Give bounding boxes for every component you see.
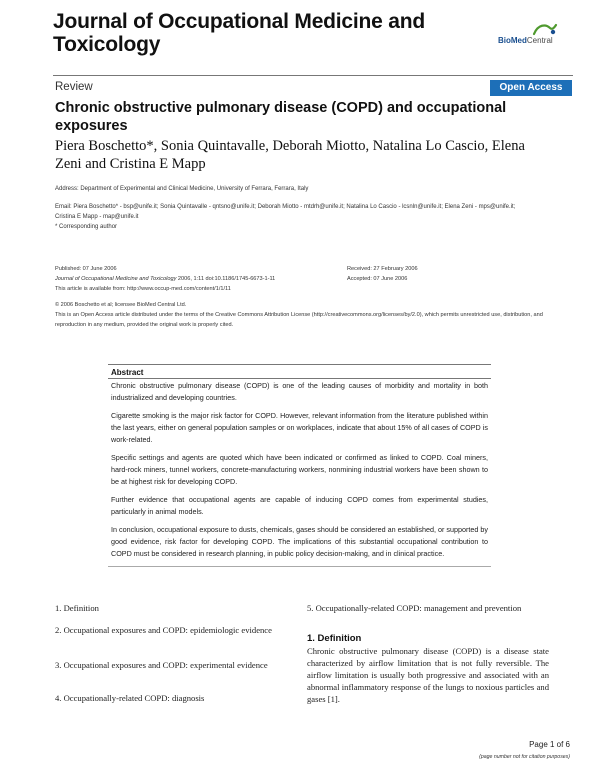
license-text: This is an Open Access article distributed under the terms of the Creative Commons Attribution License (http://creativecommons.org/licenses/by/2.0), which permits unrestricted use, distribution, and reproduction in any medium, provided the original work is properly cited. — [55, 312, 543, 328]
author-address: Address: Department of Experimental and Clinical Medicine, University of Ferrara, Ferrara, Italy — [55, 186, 309, 192]
biomed-logo-icon — [532, 22, 558, 36]
biomed-central-logo[interactable] — [498, 22, 570, 54]
toc-item-diagnosis[interactable]: 4. Occupationally-related COPD: diagnosis — [55, 693, 205, 703]
corresponding-author-note: * Corresponding author — [55, 224, 118, 230]
page-number: Page 1 of 6 — [529, 740, 570, 749]
author-emails: Email: Piera Boschetto* - bsp@unife.it; Sonia Quintavalle - qntsno@unife.it; Deborah Miotto - mtdrh@unife.it; Natalina Lo Cascio - lcsnln@unife.it; Elena Zeni - mps@unife.it; Cristina E Mapp - map@unife.it — [55, 204, 516, 220]
journal-title: Journal of Occupational Medicine and Toxicology — [53, 10, 426, 56]
logo-biomed-text: BioMed — [498, 36, 527, 45]
abstract-box — [108, 364, 491, 567]
abstract-paragraph: In conclusion, occupational exposure to dusts, chemicals, gases should be considered an established, or supported by good evidence, risk factor for developing COPD. The implications of this substantial occupational contribution to COPD must be considered in research planning, in public policy decision-making, and in clinical practice. — [111, 525, 488, 558]
accepted-date: Accepted: 07 June 2006 — [347, 276, 408, 282]
logo-central-text: Central — [526, 36, 553, 45]
citation — [55, 274, 355, 284]
abstract-paragraph: Chronic obstructive pulmonary disease (COPD) is one of the leading causes of morbidity and mortality in both industrialized and developing countries. — [111, 381, 488, 402]
article-type: Review — [55, 81, 93, 93]
published-date: Published: 07 June 2006 — [55, 266, 117, 272]
author-list: Piera Boschetto*, Sonia Quintavalle, Deborah Miotto, Natalina Lo Cascio, Elena Zeni and Cristina E Mapp — [55, 138, 525, 172]
abstract-body — [108, 378, 491, 566]
header-divider — [53, 75, 573, 76]
toc-item-experimental[interactable]: 3. Occupational exposures and COPD: experimental evidence — [55, 660, 268, 670]
abstract-paragraph: Further evidence that occupational agents are capable of inducing COPD comes from experimental studies, particularly in animal models. — [111, 495, 488, 516]
article-url[interactable]: This article is available from: http://www.occup-med.com/content/1/1/11 — [55, 286, 231, 292]
abstract-paragraph: Cigarette smoking is the major risk factor for COPD. However, relevant information from the literature published within the last years, either on general population samples or on workplaces, indicate that about 15% of all cases of COPD is work-related. — [111, 411, 488, 444]
received-date: Received: 27 February 2006 — [347, 266, 418, 272]
open-access-badge: Open Access — [490, 80, 572, 96]
page-number-note: (page number not for citation purposes) — [479, 754, 570, 760]
section-body-text: Chronic obstructive pulmonary disease (COPD) is a disease state characterized by airflow limitation that is not fully reversible. The airflow limitation is usually both progressive and associated with an abnormal inflammatory response of the lungs to noxious particles and gases [1]. — [307, 646, 549, 704]
citation-details: 2006, 1:11 doi:10.1186/1745-6673-1-11 — [176, 276, 276, 282]
toc-item-management[interactable]: 5. Occupationally-related COPD: management and prevention — [307, 603, 522, 613]
abstract-paragraph: Specific settings and agents are quoted which have been indicated or confirmed as linked to COPD. Coal miners, hard-rock miners, tunnel workers, concrete-manufacturing workers, nonmining industrial workers have been shown to be at highest risk for developing COPD. — [111, 453, 488, 486]
copyright: © 2006 Boschetto et al; licensee BioMed Central Ltd. — [55, 302, 187, 308]
abstract-heading: Abstract — [111, 368, 144, 377]
citation-journal: Journal of Occupational Medicine and Toxicology — [55, 276, 177, 282]
toc-item-epidemiologic[interactable]: 2. Occupational exposures and COPD: epidemiologic evidence — [55, 625, 272, 635]
toc-item-definition[interactable]: 1. Definition — [55, 603, 99, 613]
article-title: Chronic obstructive pulmonary disease (COPD) and occupational exposures — [55, 100, 507, 134]
logo-wordmark — [498, 36, 553, 45]
section-heading: 1. Definition — [307, 633, 362, 644]
